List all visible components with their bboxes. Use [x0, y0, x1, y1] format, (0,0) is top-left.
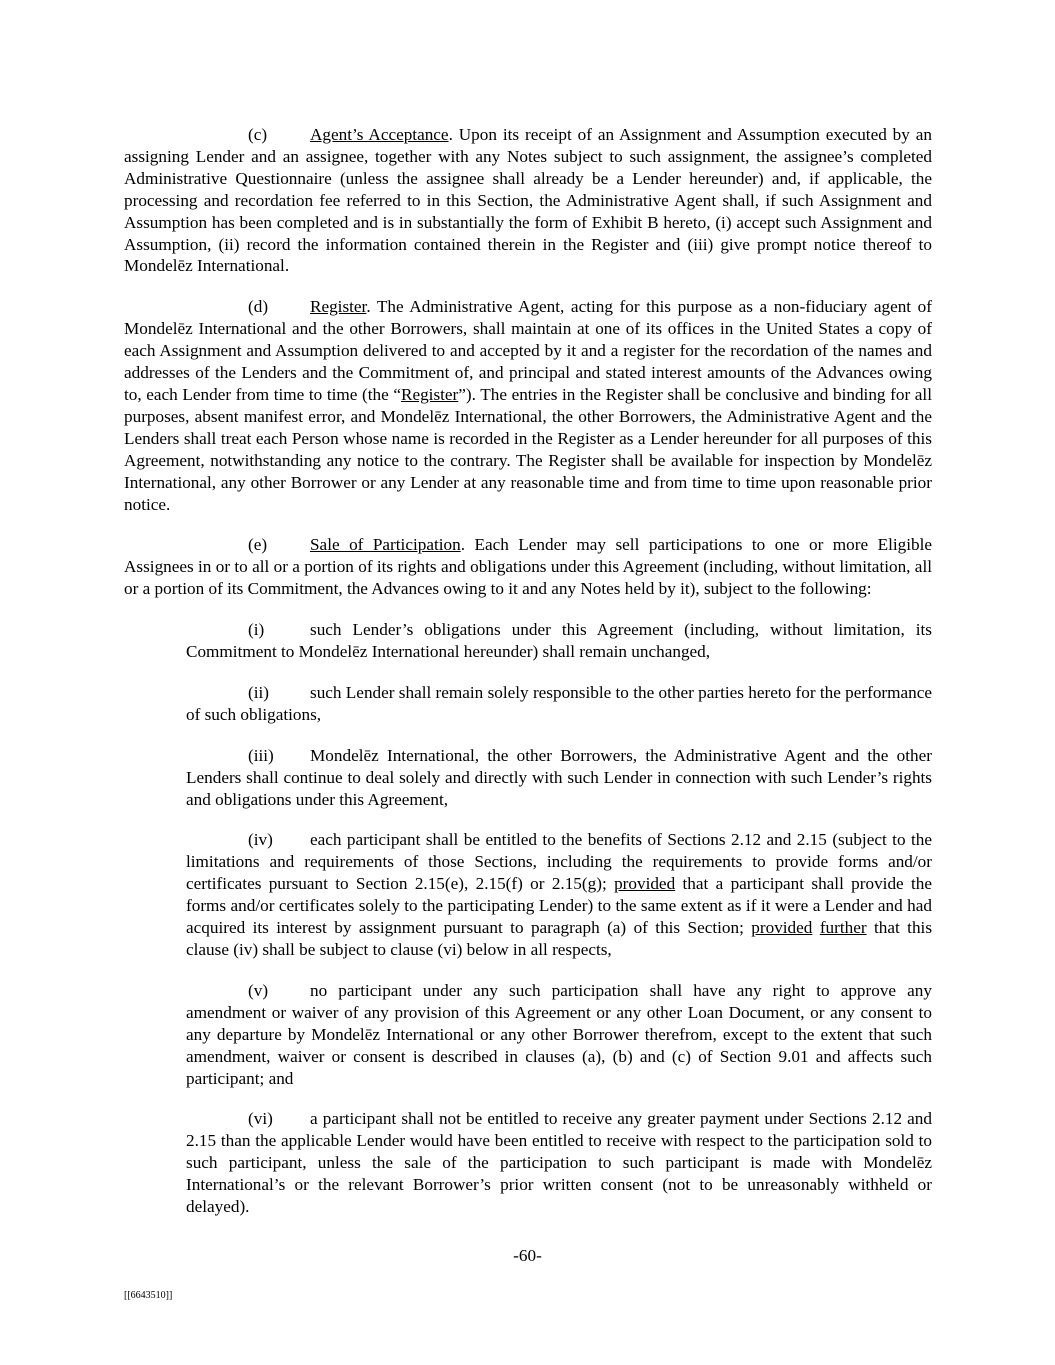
clause-text: a participant shall not be entitled to receive any greater payment under Sections 2.12 and 2.15 than the applicable Lender would have been entitled to receive with respect to the participation sold to such participant, unless the sale of the participation to such participant is made with Mondelēz International’s or the relevant Borrower’s prior written consent (not to be unreasonably withheld or delayed).	[186, 1109, 932, 1217]
clause-text: such Lender shall remain solely responsible to the other parties hereto for the performance of such obligations,	[186, 682, 932, 724]
paragraph-c	[124, 124, 932, 277]
clause-iv	[186, 829, 932, 960]
document-body	[124, 124, 932, 1237]
emphasis-provided: provided	[614, 874, 676, 894]
clause-vi	[186, 1108, 932, 1218]
clause-text: that this clause (iv) shall be subject to clause (vi) below in all respects,	[186, 918, 933, 959]
clause-text: such Lender’s obligations under this Agreement (including, without limitation, its Commitment to Mondelēz International hereunder) shall remain unchanged,	[186, 620, 932, 662]
clause-text: that a participant shall provide the forms and/or certificates solely to the participating Lender) to the same extent as if it were a Lender and had acquired its interest by assignment pursuant to paragraph (a) of this Section;	[186, 874, 933, 938]
paragraph-d	[124, 296, 932, 515]
paragraph-number: (e)	[248, 535, 268, 555]
clause-text: each participant shall be entitled to the benefits of Sections 2.12 and 2.15 (subject to the limitations and requirements of those Sections, including the requirements to provide forms and/or certificates pursuant to Section 2.15(e), 2.15(f) or 2.15(g);	[186, 830, 932, 894]
clause-number: (iii)	[248, 745, 274, 765]
paragraph-number: (d)	[248, 297, 269, 317]
clause-iii	[186, 745, 932, 811]
paragraph-number: (c)	[248, 125, 268, 144]
clause-number: (v)	[248, 980, 269, 1000]
paragraph-heading: Sale of Participation	[310, 535, 461, 555]
paragraph-text: ”). The entries in the Register shall be conclusive and binding for all purposes, absent manifest error, and Mondelēz International, the other Borrowers, the Administrative Agent and the Lenders shall treat each Person whose name is recorded in the Register as a Lender hereunder for all purposes of this Agreement, notwithstanding any notice to the contrary. The Register shall be available for inspection by Mondelēz International, any other Borrower or any Lender at any reasonable time and from time to time upon reasonable prior notice.	[124, 384, 932, 514]
document-id: [[6643510]]	[124, 1290, 173, 1301]
clause-number: (i)	[248, 620, 265, 640]
clause-number: (iv)	[248, 830, 273, 850]
clause-text: no participant under any such participation shall have any right to approve any amendment or waiver of any provision of this Agreement or any other Loan Document, or any consent to any departure by Mondelēz International or any other Borrower therefrom, except to the extent that such amendment, waiver or consent is described in clauses (a), (b) and (c) of Section 9.01 and affects such participant; and	[186, 980, 932, 1088]
clause-number: (vi)	[248, 1109, 273, 1129]
emphasis-further: further	[819, 918, 867, 938]
paragraph-text: . Each Lender may sell participations to one or more Eligible Assignees in or to all or a portion of its rights and obligations under this Agreement (including, without limitation, all or a portion of its Commitment, the Advances owing to it and any Notes held by it), subject to the following:	[124, 535, 932, 599]
clause-ii	[186, 682, 932, 726]
clause-number: (ii)	[248, 682, 269, 702]
paragraph-heading: Agent’s Acceptance	[310, 125, 449, 144]
clause-text: Mondelēz International, the other Borrowers, the Administrative Agent and the other Lenders shall continue to deal solely and directly with such Lender in connection with such Lender’s rights and obligations under this Agreement,	[186, 745, 932, 809]
paragraph-text: . The Administrative Agent, acting for this purpose as a non-fiduciary agent of Mondelēz International and the other Borrowers, shall maintain at one of its offices in the United States a copy of each Assignment and Assumption delivered to and accepted by it and a register for the recordation of the names and addresses of the Lenders and the Commitment of, and principal and stated interest amounts of the Advances owing to, each Lender from time to time (the “	[124, 297, 932, 404]
emphasis-provided: provided	[751, 918, 813, 938]
clause-v	[186, 980, 932, 1090]
paragraph-e	[124, 534, 932, 600]
clause-i	[186, 619, 932, 663]
paragraph-heading: Register	[310, 297, 367, 317]
page-number: -60-	[513, 1246, 542, 1265]
defined-term: Register	[401, 384, 459, 404]
paragraph-text: . Upon its receipt of an Assignment and Assumption executed by an assigning Lender and an assignee, together with any Notes subject to such assignment, the assignee’s completed Administrative Questionnaire (unless the assignee shall already be a Lender hereunder) and, if applicable, the processing and recordation fee referred to in this Section, the Administrative Agent shall, if such Assignment and Assumption has been completed and is in substantially the form of Exhibit B hereto, (i) accept such Assignment and Assumption, (ii) record the information contained therein in the Register and (iii) give prompt notice thereof to Mondelēz International.	[124, 125, 932, 276]
